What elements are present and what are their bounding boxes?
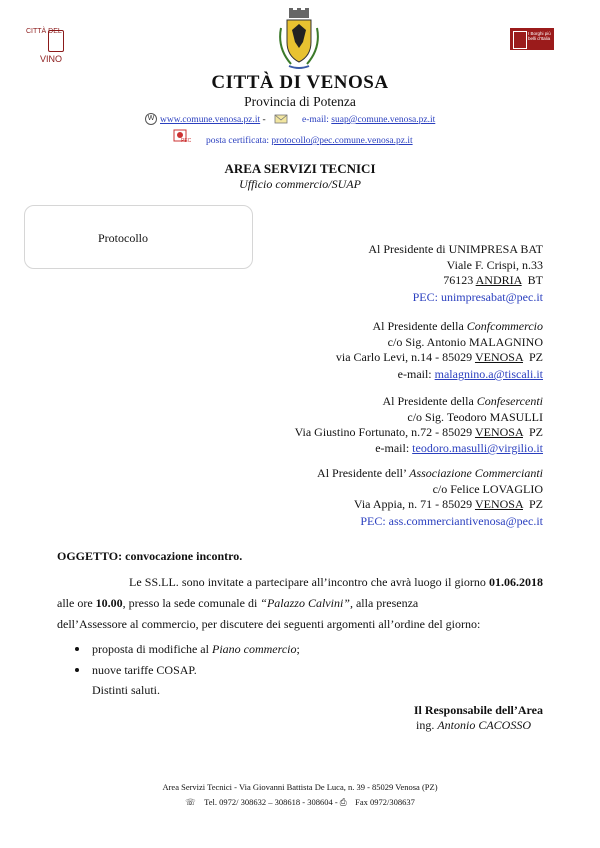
bullet-icon	[75, 647, 79, 651]
city-name: CITTÀ DI VENOSA	[211, 72, 389, 93]
signature-title: Il Responsabile dell’Area	[413, 703, 543, 717]
recipient-4-contact: PEC: ass.commerciantivenosa@pec.it	[360, 514, 543, 528]
recipient-2-email-link[interactable]: malagnino.a@tiscali.it	[434, 367, 543, 381]
fax-icon: ⎙	[339, 797, 347, 807]
recipient-4-pec-link[interactable]: ass.commerciantivenosa@pec.it	[388, 514, 543, 528]
tower-icon	[513, 31, 527, 49]
borghi-piu-belli-logo	[510, 28, 554, 50]
recipient-3-email-link[interactable]: teodoro.masulli@virgilio.it	[412, 441, 543, 455]
wine-glass-icon	[48, 30, 64, 52]
contact-links	[160, 115, 266, 125]
recipient-1-line3: 76123 ANDRIA BT	[443, 273, 543, 287]
pec-link[interactable]: protocollo@pec.comune.venosa.pz.it	[271, 136, 413, 146]
web-icon: W	[145, 113, 157, 125]
email-line: e-mail: suap@comune.venosa.pz.it	[302, 115, 436, 125]
svg-text:PEC: PEC	[181, 138, 191, 143]
recipient-2-line2: c/o Sig. Antonio MALAGNINO	[387, 334, 543, 349]
meeting-time: 10.00	[95, 596, 123, 610]
phone-icon: ☏	[185, 797, 196, 807]
recipient-2-contact: e-mail: malagnino.a@tiscali.it	[397, 367, 543, 381]
subject-line: OGGETTO: convocazione incontro.	[57, 549, 243, 563]
website-separator: -	[262, 115, 266, 125]
recipient-1-contact: PEC: unimpresabat@pec.it	[412, 290, 543, 304]
pec-prefix: posta certificata:	[206, 136, 270, 146]
email-prefix: e-mail	[302, 115, 327, 125]
province: Provincia di Potenza	[244, 94, 356, 109]
area-title: AREA SERVIZI TECNICI	[224, 161, 376, 176]
recipient-3-line1: Al Presidente della Confesercenti	[382, 394, 543, 408]
recipient-1-line2: Viale F. Crispi, n.33	[446, 257, 543, 272]
meeting-place: “Palazzo Calvini”,	[260, 596, 353, 610]
logo-text-top: CITTÀ DEL	[26, 28, 62, 35]
bullet-icon	[75, 668, 79, 672]
protocol-label: Protocollo	[98, 231, 148, 245]
body-paragraph: Le SS.LL. sono invitate a partecipare all’incontro che avrà luogo il giorno 01.06.2018 alle ore 10.00, presso la sede comunale di “Palazzo Calvini”, alla presenza	[57, 575, 543, 610]
recipient-4	[317, 466, 543, 513]
recipient-3-line3: Via Giustino Fortunato, n.72 - 85029 VENOSA PZ	[294, 425, 543, 439]
pec-line	[206, 136, 413, 146]
recipient-1-pec-link[interactable]: unimpresabat@pec.it	[440, 290, 543, 304]
signature-name: ing. Antonio CACOSSO	[415, 718, 531, 732]
recipient-2-line3: via Carlo Levi, n.14 - 85029 VENOSA PZ	[335, 350, 543, 364]
meeting-date: 01.06.2018	[489, 575, 543, 589]
recipient-4-line1: Al Presidente dell’ Associazione Commercianti	[317, 466, 543, 480]
body-line3: dell’Assessore al commercio, per discutere dei seguenti argomenti all’ordine del giorno:	[57, 617, 481, 631]
website-link[interactable]: www.comune.venosa.pz.it	[160, 115, 261, 125]
venosa-coat-of-arms	[277, 8, 321, 70]
office-subtitle: Ufficio commercio/SUAP	[239, 177, 361, 191]
recipient-4-line2: c/o Felice LOVAGLIO	[432, 481, 543, 496]
recipient-3-line2: c/o Sig. Teodoro MASULLI	[407, 409, 543, 424]
mail-icon	[274, 111, 288, 122]
logo-text-bottom: VINO	[40, 54, 63, 64]
recipient-3	[295, 394, 543, 441]
email-link[interactable]: suap@comune.venosa.pz.it	[331, 115, 436, 125]
recipient-2-line1: Al Presidente della Confcommercio	[372, 319, 543, 333]
footer-tel: Tel. 0972/ 308632 – 308618 - 308604 -	[204, 797, 338, 807]
footer-address: Area Servizi Tecnici - Via Giovanni Battista De Luca, n. 39 - 85029 Venosa (PZ)	[162, 782, 438, 792]
recipient-4-line3: Via Appia, n. 71 - 85029 VENOSA PZ	[353, 497, 543, 511]
borghi-logo-text: I Borghi più belli d'Italia	[528, 31, 551, 41]
footer-phones	[0, 797, 600, 808]
recipient-2	[336, 319, 543, 366]
recipient-1-line1: Al Presidente di UNIMPRESA BAT	[368, 242, 543, 256]
closing: Distinti saluti.	[92, 683, 161, 697]
recipient-1	[368, 242, 543, 289]
footer-fax: Fax 0972/308637	[355, 797, 415, 807]
pec-icon	[173, 129, 191, 143]
citta-del-vino-logo	[26, 26, 70, 68]
recipient-3-contact: e-mail: teodoro.masulli@virgilio.it	[375, 441, 543, 455]
